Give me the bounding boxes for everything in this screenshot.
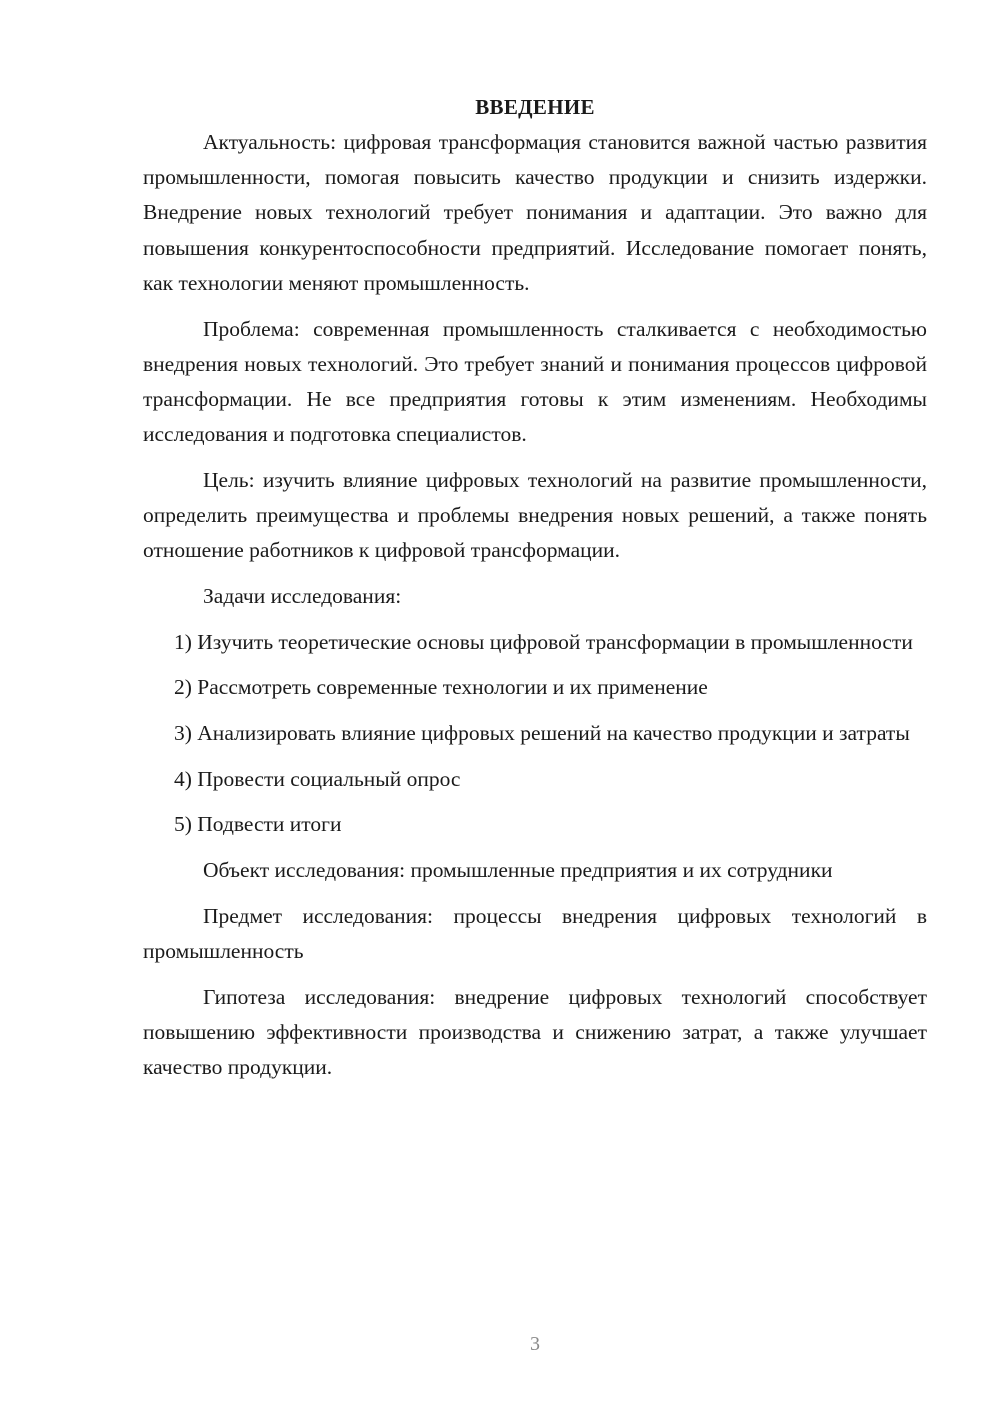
paragraph-problem: Проблема: современная промышленность сталкивается с необходимостью внедрения новых технологий. Это требует знаний и понимания процессов цифровой трансформации. Не все предприятия готовы к этим изменениям. Необходимы исследования и подготовка специалистов. bbox=[143, 316, 927, 447]
task-item-2: 2) Рассмотреть современные технологии и их применение bbox=[174, 675, 708, 700]
page-number: 3 bbox=[530, 1333, 540, 1355]
task-item-5: 5) Подвести итоги bbox=[174, 812, 342, 837]
paragraph-object: Объект исследования: промышленные предприятия и их сотрудники bbox=[203, 858, 833, 883]
task-item-3: 3) Анализировать влияние цифровых решений на качество продукции и затраты bbox=[174, 721, 910, 746]
task-item-4: 4) Провести социальный опрос bbox=[174, 766, 461, 791]
document-page bbox=[143, 90, 927, 1096]
paragraph-relevance: Актуальность: цифровая трансформация становится важной частью развития промышленности, помогая повысить качество продукции и снизить издержки. Внедрение новых технологий требует понимания и адаптации. Это важно для повышения конкурентоспособности предприятий. Исследование помогает понять, как технологии меняют промышленность. bbox=[143, 130, 927, 295]
section-title: ВВЕДЕНИЕ bbox=[475, 95, 595, 119]
task-item-1: 1) Изучить теоретические основы цифровой трансформации в промышленности bbox=[174, 629, 913, 654]
paragraph-subject: Предмет исследования: процессы внедрения цифровых технологий в промышленность bbox=[143, 903, 927, 964]
paragraph-goal: Цель: изучить влияние цифровых технологий на развитие промышленности, определить преимущества и проблемы внедрения новых решений, а также понять отношение работников к цифровой трансформации. bbox=[143, 467, 927, 563]
paragraph-tasks-heading: Задачи исследования: bbox=[203, 583, 402, 608]
paragraph-hypothesis: Гипотеза исследования: внедрение цифровых технологий способствует повышению эффективности производства и снижению затрат, а также улучшает качество продукции. bbox=[143, 984, 927, 1080]
